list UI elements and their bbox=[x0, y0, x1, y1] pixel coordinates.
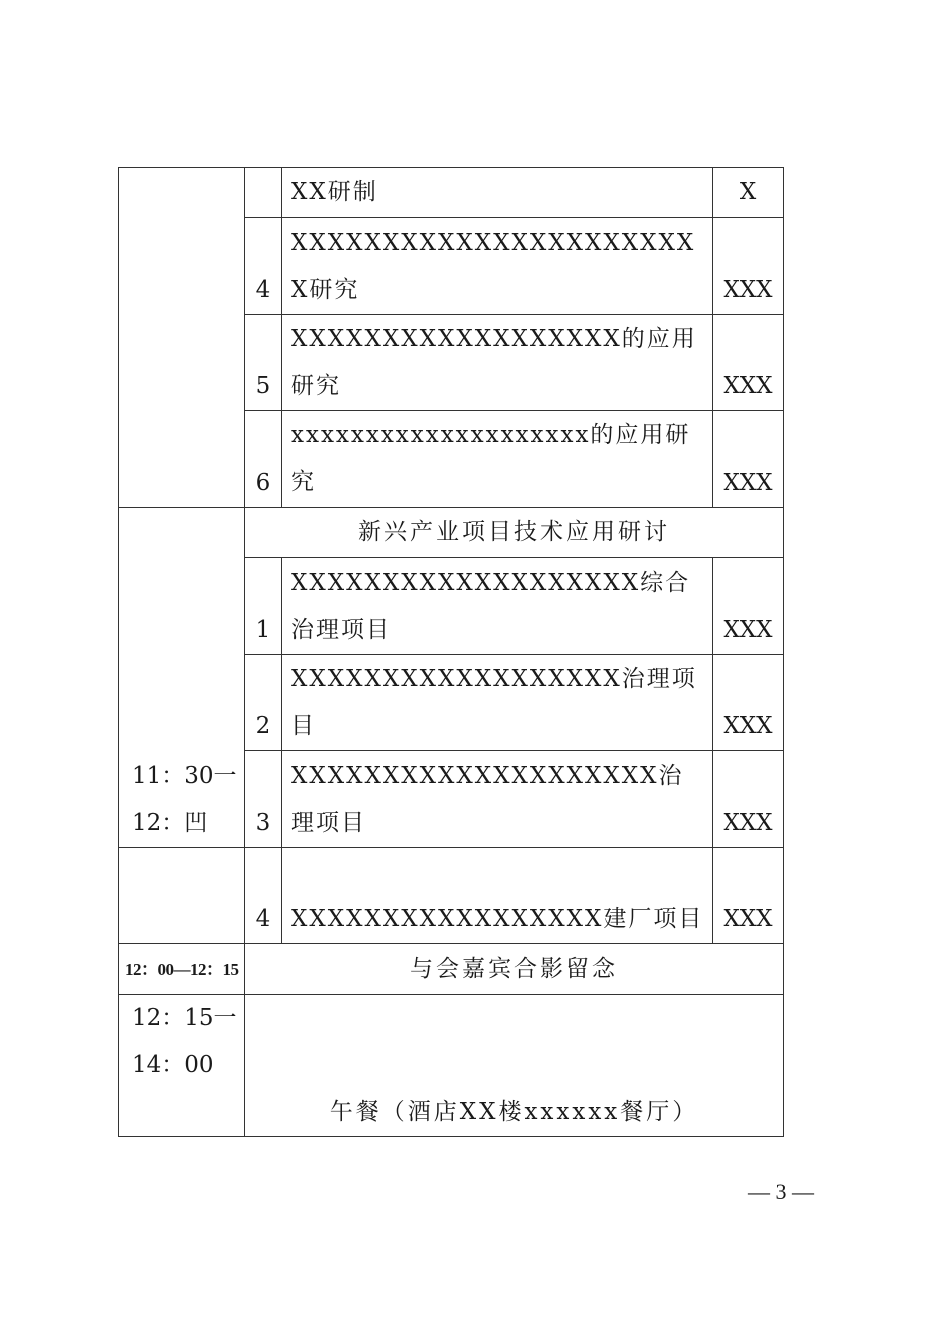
item-speaker: XXX bbox=[713, 558, 784, 655]
time-cell: 11：30一12：凹 bbox=[119, 508, 245, 848]
table-row bbox=[119, 944, 784, 995]
item-title: XXXXXXXXXXXXXXXXXXXX治理项目 bbox=[282, 751, 713, 848]
item-speaker: XXX bbox=[713, 848, 784, 944]
photo-label: 与会嘉宾合影留念 bbox=[245, 944, 784, 995]
photo-time: 12：00—12：15 bbox=[119, 944, 245, 995]
lunch-label: 午餐（酒店XX楼xxxxxx餐厅） bbox=[245, 995, 784, 1137]
time-cell-empty bbox=[119, 168, 245, 508]
item-speaker: XXX bbox=[713, 411, 784, 508]
item-speaker: XXX bbox=[713, 218, 784, 315]
item-title: xxxxxxxxxxxxxxxxxxxx的应用研究 bbox=[282, 411, 713, 508]
table-row bbox=[119, 508, 784, 558]
item-title: XXXXXXXXXXXXXXXXXXXXXXX研究 bbox=[282, 218, 713, 315]
item-title: XXXXXXXXXXXXXXXXXXX综合治理项目 bbox=[282, 558, 713, 655]
item-title: XX研制 bbox=[282, 168, 713, 218]
item-title: XXXXXXXXXXXXXXXXX建厂项目 bbox=[282, 848, 713, 944]
time-cell-empty bbox=[119, 848, 245, 944]
page-number: — 3 — bbox=[748, 1179, 814, 1204]
table-row bbox=[119, 168, 784, 218]
table-row bbox=[119, 995, 784, 1137]
item-speaker: XXX bbox=[713, 751, 784, 848]
agenda-table bbox=[118, 167, 784, 1137]
section-heading: 新兴产业项目技术应用研讨 bbox=[245, 508, 784, 558]
item-number: 5 bbox=[245, 315, 282, 411]
item-number: 3 bbox=[245, 751, 282, 848]
item-number: 2 bbox=[245, 655, 282, 751]
item-number: 4 bbox=[245, 848, 282, 944]
item-speaker: XXX bbox=[713, 315, 784, 411]
item-title: XXXXXXXXXXXXXXXXXX治理项目 bbox=[282, 655, 713, 751]
item-number bbox=[245, 168, 282, 218]
item-speaker: XXX bbox=[713, 655, 784, 751]
item-speaker: X bbox=[713, 168, 784, 218]
table-row bbox=[119, 848, 784, 944]
lunch-time: 12：15一14：00 bbox=[119, 995, 245, 1137]
item-number: 6 bbox=[245, 411, 282, 508]
item-title: XXXXXXXXXXXXXXXXXX的应用研究 bbox=[282, 315, 713, 411]
item-number: 4 bbox=[245, 218, 282, 315]
item-number: 1 bbox=[245, 558, 282, 655]
